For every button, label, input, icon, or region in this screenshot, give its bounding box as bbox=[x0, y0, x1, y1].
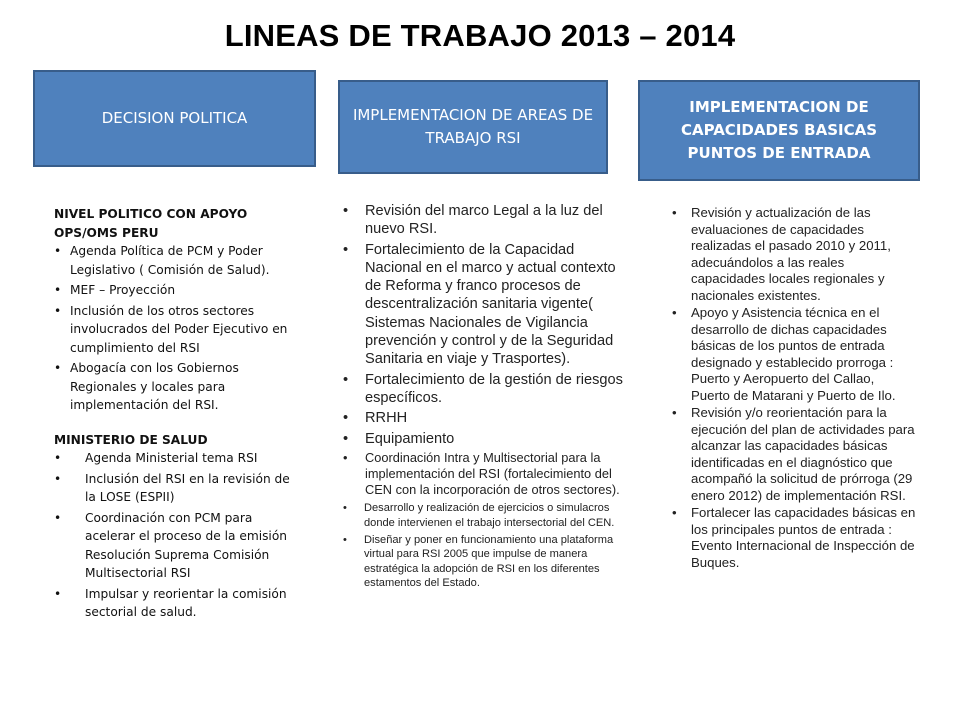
list-item: • RRHH bbox=[343, 409, 628, 427]
list-item: • Equipamiento bbox=[343, 430, 628, 448]
list-item: • Desarrollo y realización de ejercicios o simulacros donde intervienen el trabajo intersectorial del CEN. bbox=[343, 501, 628, 530]
list-item: • Revisión y actualización de las evaluaciones de capacidades realizadas el pasado 2010 y 2011, adecuándolos a las reales capacidades locales regionales y nacionales existentes. bbox=[672, 205, 916, 304]
list-nivel-politico bbox=[54, 242, 294, 415]
list-item: • Revisión del marco Legal a la luz del nuevo RSI. bbox=[343, 202, 628, 239]
list-item: • Agenda Ministerial tema RSI bbox=[54, 449, 294, 468]
list-item: • Abogacía con los Gobiernos Regionales y locales para implementación del RSI. bbox=[54, 359, 294, 415]
page-title: LINEAS DE TRABAJO 2013 – 2014 bbox=[224, 18, 736, 53]
list-item: • Coordinación con PCM para acelerar el proceso de la emisión Resolución Suprema Comisión Multisectorial RSI bbox=[54, 509, 294, 583]
list-item: • Inclusión del RSI en la revisión de la LOSE (ESPII) bbox=[54, 470, 294, 507]
list-item: • MEF – Proyección bbox=[54, 281, 294, 300]
list-item: • Fortalecimiento de la Capacidad Nacional en el marco y actual contexto de Reforma y franco procesos de descentralización sanitaria vigente( Sistemas Nacionales de Vigilancia prevención y control y de la Seguridad Sanitaria en viaje y Trasportes). bbox=[343, 241, 628, 369]
box-implementacion-areas bbox=[338, 80, 608, 174]
list-item: • Inclusión de los otros sectores involucrados del Poder Ejecutivo en cumplimiento del RSI bbox=[54, 302, 294, 358]
box-implementacion-capacidades bbox=[638, 80, 920, 181]
column-implementacion-capacidades bbox=[672, 205, 916, 572]
box-implementacion-capacidades-label: IMPLEMENTACION DE CAPACIDADES BASICAS PUNTOS DE ENTRADA bbox=[680, 97, 878, 163]
column-implementacion-areas bbox=[343, 202, 628, 593]
list-item: • Agenda Política de PCM y Poder Legislativo ( Comisión de Salud). bbox=[54, 242, 294, 279]
heading-ministerio-salud: MINISTERIO DE SALUD bbox=[54, 432, 208, 447]
heading-nivel-politico: NIVEL POLITICO CON APOYO OPS/OMS PERU bbox=[54, 207, 248, 240]
list-ministerio-salud bbox=[54, 449, 294, 622]
list-item: • Fortalecimiento de la gestión de riesgos específicos. bbox=[343, 371, 628, 408]
box-decision-politica-label: DECISION POLITICA bbox=[101, 108, 248, 127]
list-item: • Apoyo y Asistencia técnica en el desarrollo de dichas capacidades básicas de los puntos de entrada designado y establecido prorroga : Puerto y Aeropuerto del Callao, Puerto de Matarani y Puerto de Ilo. bbox=[672, 305, 916, 404]
list-item: • Fortalecer las capacidades básicas en los principales puntos de entrada : Evento Internacional de Inspección de Buques. bbox=[672, 505, 916, 571]
box-implementacion-areas-label: IMPLEMENTACION DE AREAS DE TRABAJO RSI bbox=[352, 105, 594, 147]
spacer bbox=[54, 417, 294, 431]
list-item: • Revisión y/o reorientación para la ejecución del plan de actividades para alcanzar las capacidades básicas identificadas en el diagnóstico que acompañó la solicitud de prórroga (29 enero 2012) de implementación RSI. bbox=[672, 405, 916, 504]
list-implementacion-capacidades bbox=[672, 205, 916, 571]
list-implementacion-areas bbox=[343, 202, 628, 590]
box-decision-politica bbox=[33, 70, 316, 167]
column-decision-politica bbox=[54, 205, 294, 624]
list-item: • Impulsar y reorientar la comisión sectorial de salud. bbox=[54, 585, 294, 622]
list-item: • Diseñar y poner en funcionamiento una plataforma virtual para RSI 2005 que impulse de manera estratégica la adopción de RSI en los diferentes estamentos del Estado. bbox=[343, 533, 628, 590]
list-item: • Coordinación Intra y Multisectorial para la implementación del RSI (fortalecimiento del CEN con la incorporación de otros sectores). bbox=[343, 450, 628, 499]
